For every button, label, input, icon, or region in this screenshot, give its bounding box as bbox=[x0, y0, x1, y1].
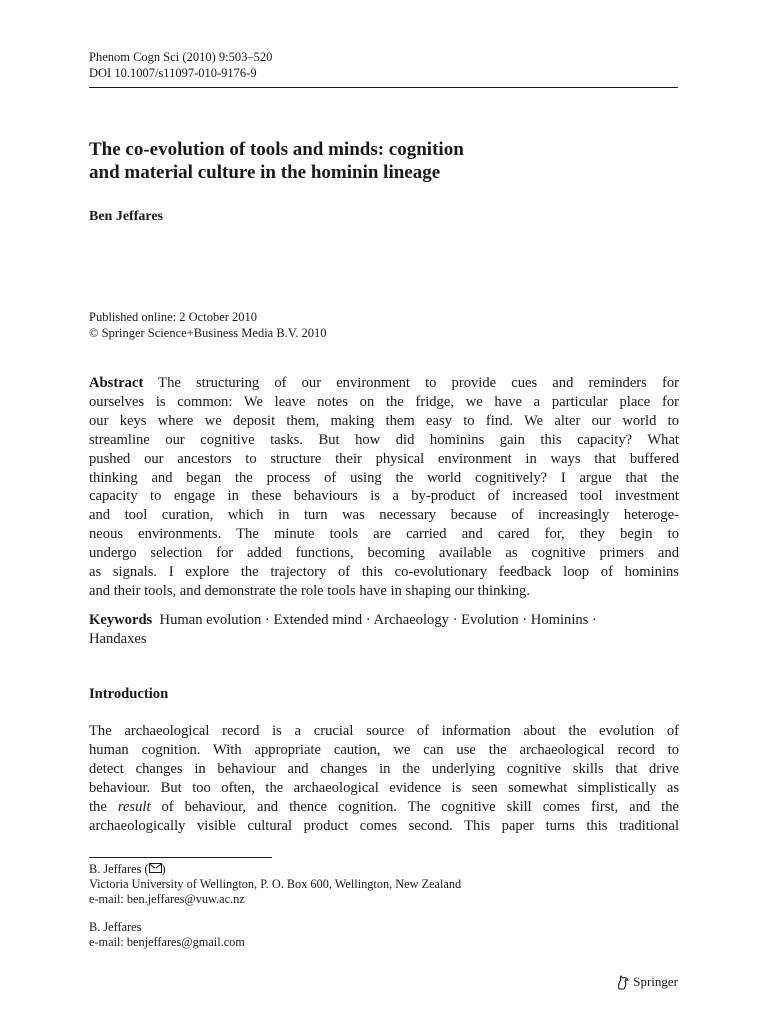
paragraph-line: archaeologically visible cultural product comes second. This paper turns this traditional bbox=[89, 817, 679, 834]
publisher-name: Springer bbox=[633, 974, 678, 989]
paragraph-line: detect changes in behaviour and changes in the underlying cognitive skills that drive bbox=[89, 760, 679, 777]
footnote-email[interactable]: e-mail: benjeffares@gmail.com bbox=[89, 935, 245, 949]
paragraph-line bbox=[89, 798, 679, 817]
footnote-affiliation: Victoria University of Wellington, P. O. Box 600, Wellington, New Zealand bbox=[89, 877, 462, 891]
abstract-line: capacity to engage in these behaviours is a by-product of increased tool investment bbox=[89, 488, 679, 505]
published-date: Published online: 2 October 2010 bbox=[89, 310, 258, 324]
springer-horse-logo-icon bbox=[616, 974, 630, 990]
paragraph-line: human cognition. With appropriate caution, we can use the archaeological record to bbox=[89, 741, 679, 758]
paper-title bbox=[89, 138, 679, 184]
footnote-author bbox=[89, 862, 461, 877]
introduction-paragraph bbox=[89, 722, 679, 835]
doi[interactable]: DOI 10.1007/s11097-010-9176-9 bbox=[89, 66, 257, 80]
footnote-author: B. Jeffares bbox=[89, 920, 142, 934]
keywords-label: Keywords bbox=[89, 612, 153, 628]
text-run: of behaviour, and thence cognition. The cognitive skill comes first, and the bbox=[150, 798, 679, 815]
footnote-affiliation-2 bbox=[89, 920, 245, 950]
abstract-line: undergo selection for added functions, becoming available as cognitive primers and bbox=[89, 545, 679, 562]
footnote-author-name: B. Jeffares ( bbox=[89, 862, 149, 876]
copyright: © Springer Science+Business Media B.V. 2010 bbox=[89, 326, 327, 340]
abstract-line: streamline our cognitive tasks. But how did hominins gain this capacity? What bbox=[89, 431, 679, 448]
text-run: the bbox=[89, 798, 118, 815]
footnote-email[interactable]: e-mail: ben.jeffares@vuw.ac.nz bbox=[89, 892, 245, 906]
abstract-line: pushed our ancestors to structure their physical environment in ways that buffered bbox=[89, 450, 679, 467]
envelope-icon bbox=[149, 863, 162, 873]
abstract-line: our keys where we deposit them, making them easy to find. We alter our world to bbox=[89, 412, 679, 429]
footnote-author-suffix: ) bbox=[161, 862, 166, 876]
abstract bbox=[89, 374, 679, 601]
paragraph-line: behaviour. But too often, the archaeological evidence is seen somewhat simplistically as bbox=[89, 779, 679, 796]
section-heading-introduction: Introduction bbox=[89, 686, 169, 702]
abstract-label: Abstract bbox=[89, 375, 144, 391]
author-name[interactable]: Ben Jeffares bbox=[89, 209, 163, 224]
abstract-line: and tool curation, which in turn was necessary because of increasingly heteroge- bbox=[89, 507, 679, 524]
title-line: and material culture in the hominin lineage bbox=[89, 162, 441, 183]
abstract-line bbox=[89, 374, 679, 393]
paragraph-line: The archaeological record is a crucial source of information about the evolution of bbox=[89, 723, 679, 739]
keywords-line: Handaxes bbox=[89, 630, 147, 647]
footnote-affiliation-1 bbox=[89, 862, 461, 907]
publisher-mark bbox=[616, 973, 678, 991]
publication-info bbox=[89, 309, 326, 341]
abstract-line: as signals. I explore the trajectory of this co-evolutionary feedback loop of hominins bbox=[89, 564, 679, 581]
abstract-line: ourselves is common: We leave notes on the fridge, we have a particular place for bbox=[89, 393, 679, 410]
keywords-line bbox=[89, 611, 679, 630]
abstract-line: neous environments. The minute tools are carried and cared for, they begin to bbox=[89, 526, 679, 543]
abstract-text: The structuring of our environment to provide cues and reminders for bbox=[158, 375, 679, 391]
abstract-line: thinking and began the process of using the world cognitively? I argue that the bbox=[89, 469, 679, 486]
italic-word: result bbox=[117, 798, 151, 815]
journal-header bbox=[89, 49, 272, 81]
title-line: The co-evolution of tools and minds: cognition bbox=[89, 139, 464, 160]
journal-citation: Phenom Cogn Sci (2010) 9:503–520 bbox=[89, 50, 273, 64]
abstract-line: and their tools, and demonstrate the role tools have in shaping our thinking. bbox=[89, 582, 530, 599]
keywords bbox=[89, 611, 679, 649]
footnote-rule bbox=[89, 857, 272, 858]
keywords-list: Human evolution · Extended mind · Archaeology · Evolution · Hominins · bbox=[159, 612, 597, 628]
header-rule bbox=[89, 87, 678, 88]
